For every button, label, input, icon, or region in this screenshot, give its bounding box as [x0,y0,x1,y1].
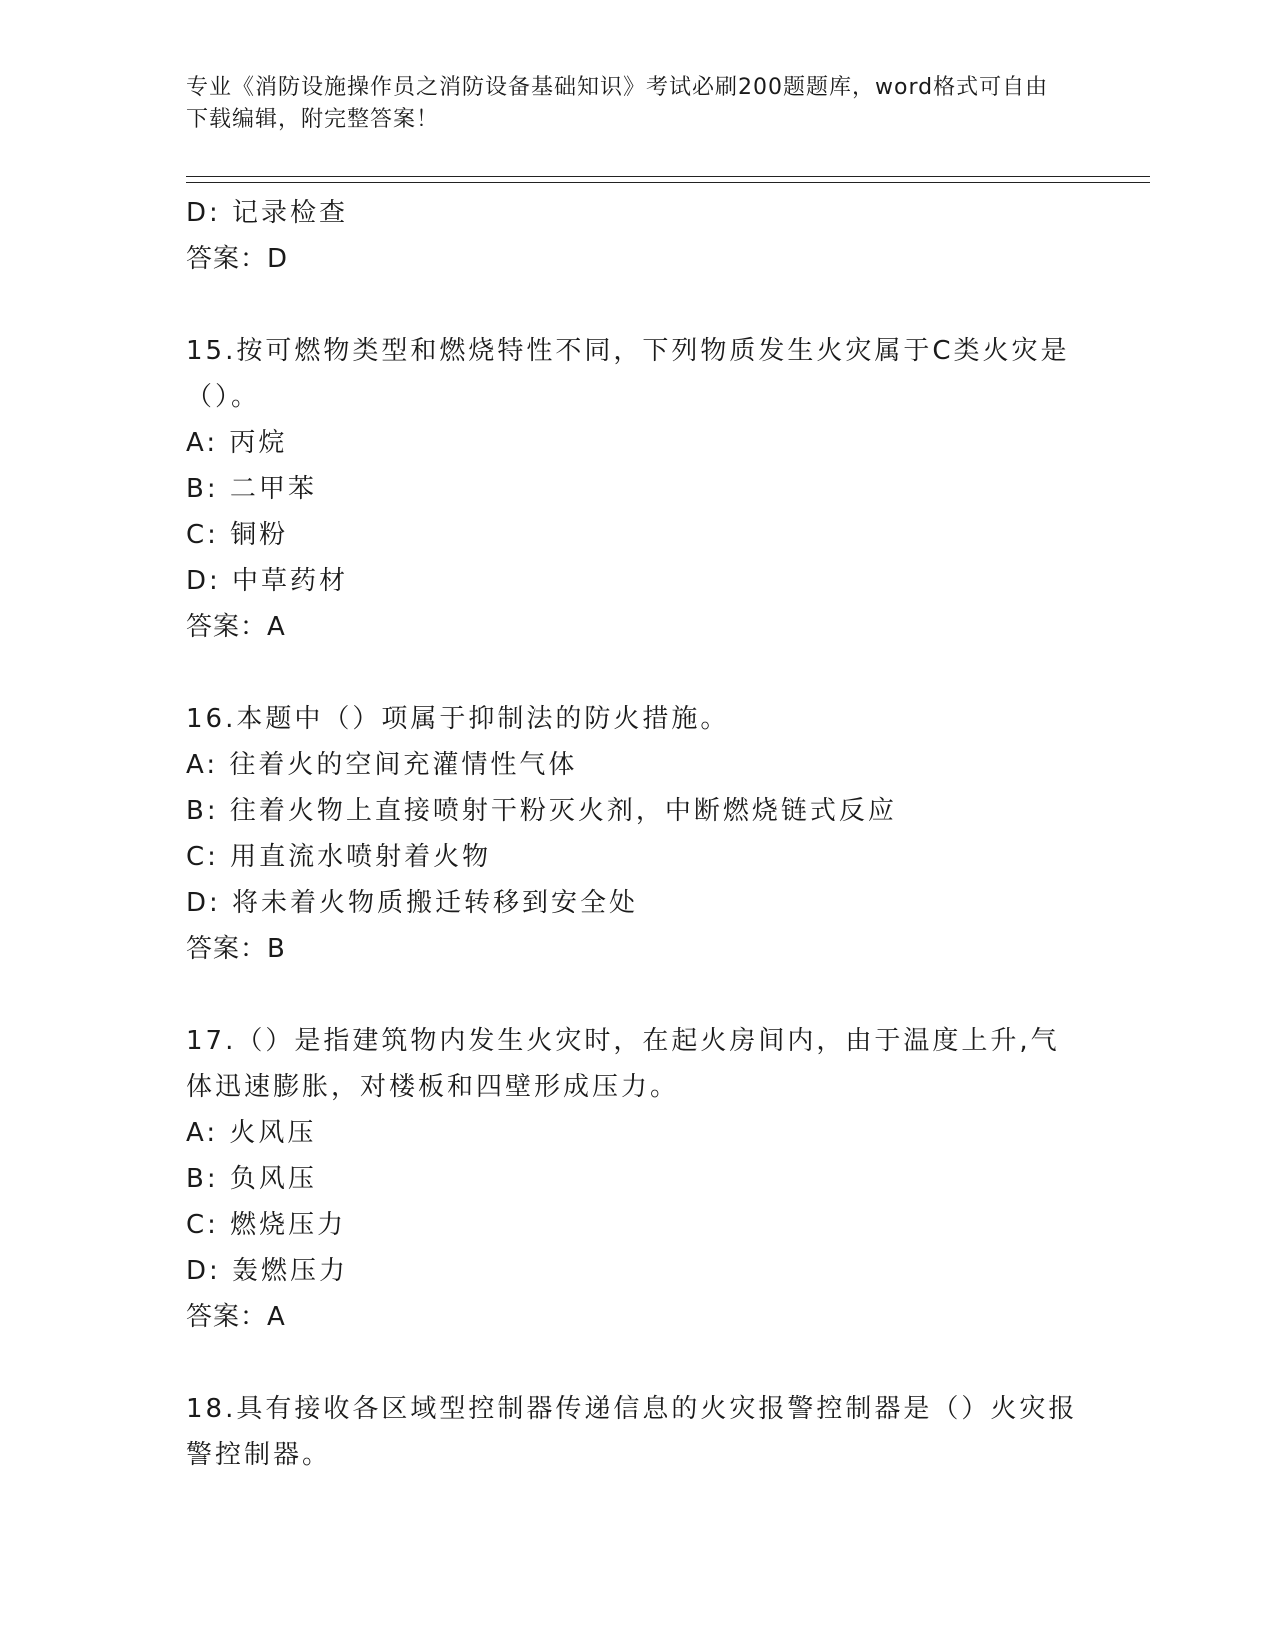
option-d: D: 将未着火物质搬迁转移到安全处 [186,888,639,918]
option-c: C: 燃烧压力 [186,1210,347,1240]
question-stem: 17.（）是指建筑物内发生火灾时，在起火房间内，由于温度上升,气体迅速膨胀，对楼板和四壁形成压力。 [186,1026,1060,1102]
question-stem: 16.本题中（）项属于抑制法的防火措施。 [186,704,730,734]
question-content [186,190,1086,1478]
option-a: A: 丙烷 [186,428,288,458]
answer: 答案：B [186,934,286,964]
spacer [186,650,1086,696]
option-b: B: 二甲苯 [186,474,317,504]
option-c: C: 用直流水喷射着火物 [186,842,492,872]
answer: 答案：A [186,612,286,642]
header-divider-top [186,176,1150,177]
document-header: 专业《消防设施操作员之消防设备基础知识》考试必刷200题题库，word格式可自由下载编辑，附完整答案！ [186,75,1049,132]
option-b: B: 负风压 [186,1164,317,1194]
header-divider-bottom [186,182,1150,183]
option-a: A: 往着火的空间充灌情性气体 [186,750,578,780]
spacer [186,972,1086,1018]
spacer [186,282,1086,328]
question-stem: 18.具有接收各区域型控制器传递信息的火灾报警控制器是（）火灾报警控制器。 [186,1394,1078,1470]
option-d: D: 轰燃压力 [186,1256,349,1286]
option-a: A: 火风压 [186,1118,317,1148]
option-c: C: 铜粉 [186,520,289,550]
answer: 答案：D [186,244,289,274]
option-b: B: 往着火物上直接喷射干粉灭火剂，中断燃烧链式反应 [186,796,897,826]
option-d: D: 记录检查 [186,198,349,228]
option-d: D: 中草药材 [186,566,349,596]
spacer [186,1340,1086,1386]
question-stem: 15.按可燃物类型和燃烧特性不同，下列物质发生火灾属于C类火灾是（）。 [186,336,1070,412]
answer: 答案：A [186,1302,286,1332]
